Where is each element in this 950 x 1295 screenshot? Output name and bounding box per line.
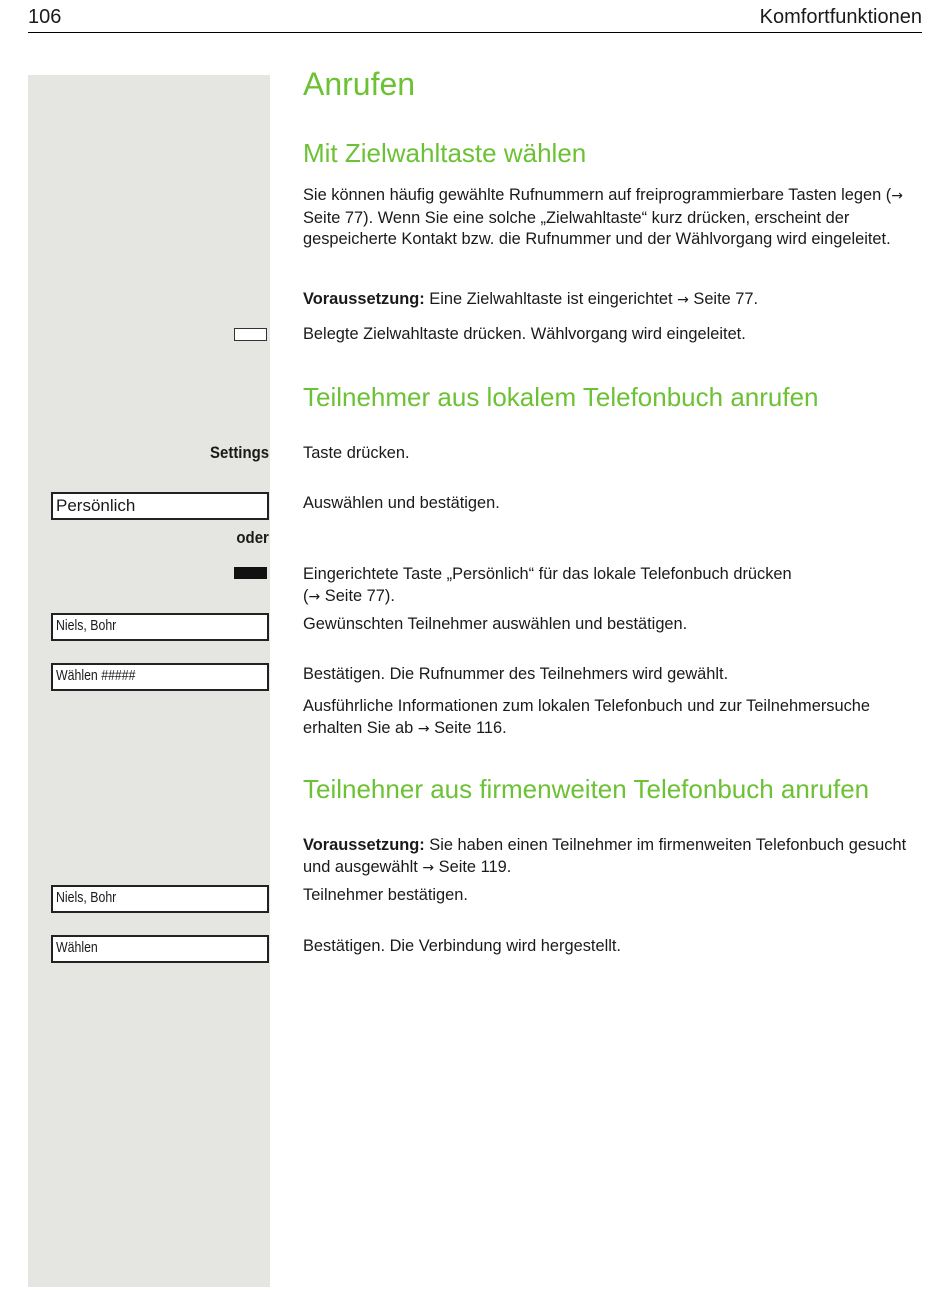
or-label: oder — [236, 528, 269, 547]
section-heading-local-phonebook: Teilnehmer aus lokalem Telefonbuch anrufen — [303, 382, 819, 412]
chapter-title: Komfortfunktionen — [759, 6, 922, 28]
display-contact-name-2: Niels, Bohr — [51, 885, 269, 913]
display-contact-name: Niels, Bohr — [51, 613, 269, 641]
step-press-persoenlich-key: Eingerichtete Taste „Persönlich“ für das lokale Telefonbuch drücken (→ Seite 77). — [303, 565, 792, 605]
page-number: 106 — [28, 6, 62, 28]
step-press-speed-dial: Belegte Zielwahltaste drücken. Wählvorgang wird eingeleitet. — [303, 325, 746, 343]
programmed-key-icon — [234, 567, 267, 579]
prerequisite-1: Voraussetzung: Eine Zielwahltaste ist eingerichtet → Seite 77. — [303, 290, 759, 308]
step-press-key: Taste drücken. — [303, 444, 410, 462]
page-title: Anrufen — [303, 66, 416, 102]
arrow-icon: → — [422, 859, 435, 876]
header-rule — [28, 32, 922, 33]
step-confirm-contact: Teilnehmer bestätigen. — [303, 886, 468, 904]
settings-key-label: Settings — [209, 443, 269, 462]
arrow-icon: → — [677, 292, 689, 308]
speed-dial-key-icon — [234, 328, 267, 341]
arrow-icon: → — [308, 588, 321, 605]
step-confirm-dial: Bestätigen. Die Rufnummer des Teilnehmers wird gewählt. — [303, 665, 729, 683]
step-select-confirm: Auswählen und bestätigen. — [303, 494, 500, 512]
prerequisite-2: Voraussetzung: Sie haben einen Teilnehmer im firmenweiten Telefonbuch gesucht und ausgewählt → Seite 119. — [303, 836, 907, 876]
section-heading-company-phonebook: Teilnehner aus firmenweiten Telefonbuch anrufen — [303, 774, 870, 804]
step-select-contact: Gewünschten Teilnehmer auswählen und bestätigen. — [303, 615, 688, 633]
arrow-icon: → — [417, 720, 430, 737]
display-dial: Wählen — [51, 935, 269, 963]
info-paragraph: Ausführliche Informationen zum lokalen Telefonbuch und zur Teilnehmersuche erhalten Sie ab → Seite 116. — [303, 697, 871, 737]
section-heading-speed-dial: Mit Zielwahltaste wählen — [303, 138, 587, 168]
display-dial-number: Wählen ##### — [51, 663, 269, 691]
intro-paragraph: Sie können häufig gewählte Rufnummern auf freiprogrammierbare Tasten legen (→ Seite 77). Wenn Sie eine solche „Zielwahltaste“ kurz drücken, erscheint der gespeicherte Kontakt bzw. die Rufnummer und der Wählvorgang wird eingeleitet. — [303, 186, 904, 248]
arrow-icon: → — [891, 188, 904, 204]
display-persoenlich: Persönlich — [51, 492, 269, 520]
step-confirm-connection: Bestätigen. Die Verbindung wird hergestellt. — [303, 937, 621, 955]
